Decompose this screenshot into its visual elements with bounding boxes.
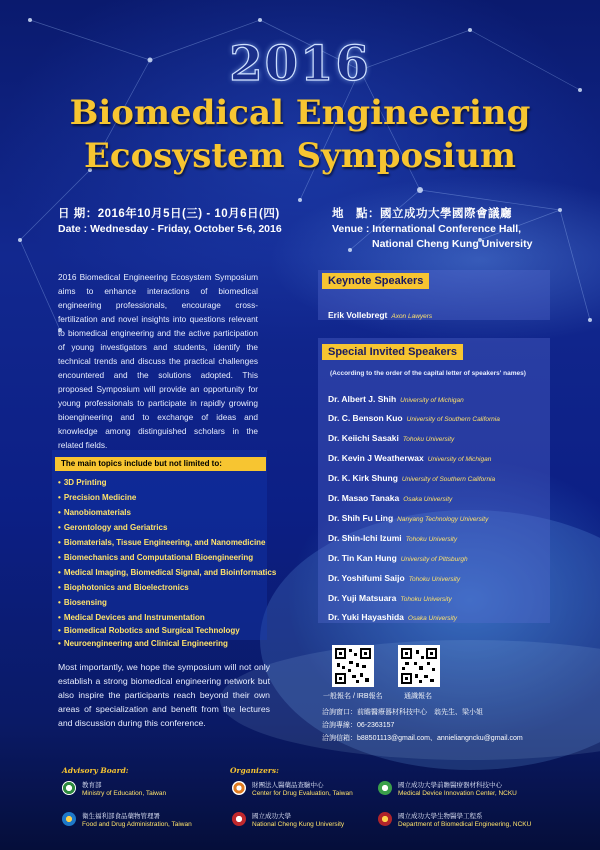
registration-qr-code-general[interactable] bbox=[332, 645, 374, 687]
topics-heading: The main topics include but not limited to: bbox=[55, 457, 266, 471]
invited-speaker: Dr. Shin-Ichi Izumi Tohoku University bbox=[328, 533, 458, 543]
organizer-en: Department of Biomedical Engineering, NCKU bbox=[398, 821, 532, 828]
contact-window: 洽詢窗口：前瞻醫療器材科技中心 翁先生、梁小姐 bbox=[322, 709, 483, 716]
organizer-zh: 國立成功大學前瞻醫療器材科技中心 bbox=[398, 782, 502, 789]
topic-item: • Biomechanics and Computational Bioengineering bbox=[58, 553, 254, 562]
ministry-of-education-logo-icon bbox=[62, 781, 76, 795]
venue-zh: 地 點：國立成功大學國際會議廳 bbox=[332, 208, 512, 220]
venue-block bbox=[332, 207, 532, 252]
invited-speaker: Dr. Yoshifumi Saijo Tohoku University bbox=[328, 573, 461, 583]
organizer-en: Medical Device Innovation Center, NCKU bbox=[398, 790, 517, 797]
event-year: 2016 bbox=[229, 36, 371, 92]
qr-label-general: 一般報名 / IRB報名 bbox=[323, 693, 383, 700]
organizers-label: Organizers: bbox=[230, 766, 279, 775]
topic-item: • Biophotonics and Bioelectronics bbox=[58, 583, 189, 592]
qr-label-general-education: 通識報名 bbox=[404, 693, 432, 700]
contact-email[interactable]: 洽詢信箱：b88501113@gmail.com、annieliangncku@gmail.com bbox=[322, 735, 523, 742]
registration-qr-code-general-education[interactable] bbox=[398, 645, 440, 687]
organizer-zh: 國立成功大學生物醫學工程系 bbox=[398, 813, 483, 820]
invited-heading: Special Invited Speakers bbox=[322, 344, 463, 360]
topic-item: • Medical Imaging, Biomedical Signal, and Bioinformatics bbox=[58, 568, 277, 577]
organizer-en: Center for Drug Evaluation, Taiwan bbox=[252, 790, 353, 797]
invited-speaker: Dr. Yuki Hayashida Osaka University bbox=[328, 612, 458, 622]
title-line-2: Ecosystem Symposium bbox=[84, 136, 516, 176]
organizer-zh: 財團法人醫藥品查驗中心 bbox=[252, 782, 324, 789]
advisory-org-en: Ministry of Education, Taiwan bbox=[82, 790, 167, 797]
advisory-org-zh: 衛生福利部食品藥物管理署 bbox=[82, 813, 160, 820]
topic-item: • Medical Devices and Instrumentation bbox=[58, 613, 205, 622]
venue-en-line-2: National Cheng Kung University bbox=[372, 238, 533, 250]
topic-item: • Biosensing bbox=[58, 598, 107, 607]
title-line-1: Biomedical Engineering bbox=[69, 93, 531, 133]
invited-speaker: Dr. Kevin J Weatherwax University of Michigan bbox=[328, 453, 492, 463]
topic-item: • 3D Printing bbox=[58, 478, 107, 487]
organizer-en: National Cheng Kung University bbox=[252, 821, 345, 828]
invited-speaker: Dr. Tin Kan Hung University of Pittsburgh bbox=[328, 553, 468, 563]
keynote-speaker: Erik Vollebregt Axon Lawyers bbox=[328, 310, 433, 320]
topic-item: • Biomedical Robotics and Surgical Technology bbox=[58, 626, 240, 635]
topic-item: • Neuroengineering and Clinical Engineering bbox=[58, 639, 228, 648]
advisory-org-en: Food and Drug Administration, Taiwan bbox=[82, 821, 192, 828]
invited-speaker: Dr. Keiichi Sasaki Tohoku University bbox=[328, 433, 455, 443]
invited-speaker: Dr. K. Kirk Shung University of Southern California bbox=[328, 473, 496, 483]
ncku-logo-icon bbox=[232, 812, 246, 826]
advisory-board-label: Advisory Board: bbox=[62, 766, 129, 775]
invited-speaker: Dr. Masao Tanaka Osaka University bbox=[328, 493, 453, 503]
date-zh: 日 期：2016年10月5日(三) - 10月6日(四) bbox=[58, 208, 280, 220]
invited-speaker: Dr. Yuji Matsuara Tohoku University bbox=[328, 593, 452, 603]
topic-item: • Nanobiomaterials bbox=[58, 508, 131, 517]
closing-paragraph: Most importantly, we hope the symposium will not only establish a strong biomedical engineering network but also inspire the participants reach beyond their own areas of specialization and benefit from the lectures and discussion during this conference. bbox=[58, 662, 270, 728]
fda-taiwan-logo-icon bbox=[62, 812, 76, 826]
ncku-bme-department-logo-icon bbox=[378, 812, 392, 826]
date-en: Date : Wednesday - Friday, October 5-6, 2016 bbox=[58, 223, 282, 235]
organizer-zh: 國立成功大學 bbox=[252, 813, 291, 820]
invited-speaker: Dr. C. Benson Kuo University of Southern California bbox=[328, 413, 500, 423]
date-block bbox=[58, 207, 282, 237]
medical-device-innovation-center-logo-icon bbox=[378, 781, 392, 795]
venue-en-line-1: Venue : International Conference Hall, bbox=[332, 223, 522, 235]
invited-speaker: Dr. Shih Fu Ling Nanyang Technology University bbox=[328, 513, 489, 523]
advisory-org-zh: 教育部 bbox=[82, 782, 102, 789]
contact-phone: 洽詢專線：06-2363157 bbox=[322, 722, 395, 729]
topic-item: • Gerontology and Geriatrics bbox=[58, 523, 168, 532]
invited-order-note: (According to the order of the capital letter of speakers' names) bbox=[330, 370, 526, 377]
topic-item: • Precision Medicine bbox=[58, 493, 137, 502]
intro-paragraph: 2016 Biomedical Engineering Ecosystem Symposium aims to enhance interactions of biomedical engineering professionals, encourage cross-fertilization and novel insights into questions relevant to biomedical engineering and the active participation of young investigators and students, identify the technical trends and discuss the practical challenges encountered and the solutions adopted. This proposed Symposium will provide an opportunity for young professionals to participate in rapidly growing bioengineering and to exchange of ideas and knowledge among distinguished scholars in the related fields. bbox=[58, 272, 258, 450]
invited-speaker: Dr. Albert J. Shih University of Michigan bbox=[328, 394, 464, 404]
topic-item: • Biomaterials, Tissue Engineering, and Nanomedicine bbox=[58, 538, 266, 547]
center-for-drug-evaluation-logo-icon bbox=[232, 781, 246, 795]
keynote-heading: Keynote Speakers bbox=[322, 273, 429, 289]
